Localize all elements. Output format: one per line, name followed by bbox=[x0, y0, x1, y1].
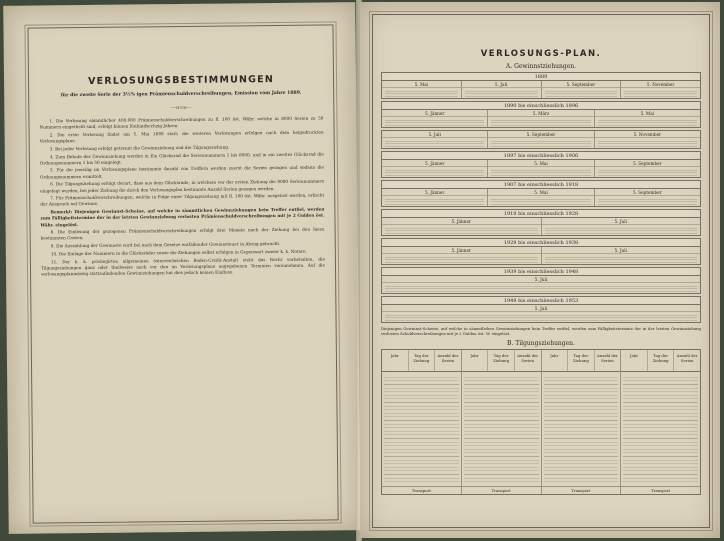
table-footer: Transport bbox=[462, 486, 541, 494]
prize-lines bbox=[545, 89, 618, 97]
draw-block bbox=[381, 180, 701, 207]
draw-date-label: 5. Mai bbox=[488, 160, 593, 167]
draw-date-label: 5. September bbox=[595, 189, 700, 196]
draw-date-cell bbox=[382, 276, 700, 293]
draw-date-label: 5. Jänner bbox=[382, 247, 541, 254]
table-footer: Transport bbox=[542, 486, 621, 494]
table-footer: Transport bbox=[621, 486, 700, 494]
rule-paragraph: 4. Zum Behufe der Gewinnziehung werden in Ein Glücksrad die Seriennummern 1 bis 8000, und in ein zweites Glücksrad die Ordnungsnummern 1 bis 50 eingelegt. bbox=[39, 151, 324, 166]
draw-block bbox=[381, 151, 701, 178]
prize-lines bbox=[491, 118, 590, 126]
table-header-cell: Tag der Ziehung bbox=[409, 350, 436, 371]
rules-text bbox=[39, 116, 325, 278]
table-header-cell: Tag der Ziehung bbox=[648, 350, 675, 371]
draw-date-cell bbox=[488, 110, 594, 127]
table-header-cell: Anzahl der Serien bbox=[676, 353, 698, 363]
rule-paragraph: 10. Die Einlage der Nummern in die Glücksräder sowie die Ziehungen selbst erfolgen in Gegenwart zweier k. k. Notare. bbox=[50, 248, 307, 257]
draw-date-cell bbox=[595, 131, 700, 148]
draw-date-cell bbox=[595, 110, 700, 127]
table-header-cell: Tag der Ziehung bbox=[568, 350, 595, 371]
draw-date-label: 5. November bbox=[595, 131, 700, 138]
section-b-heading: B. Tilgungsziehungen. bbox=[507, 340, 575, 347]
redemption-table bbox=[381, 349, 701, 495]
draw-period: 1939 bis einschliesslich 1948 bbox=[382, 268, 700, 276]
draw-block bbox=[381, 267, 701, 294]
draw-block bbox=[381, 238, 701, 265]
table-header-cell: Jahr bbox=[621, 350, 648, 371]
draw-block bbox=[381, 101, 701, 128]
draw-date-label: 5. Juli bbox=[542, 218, 701, 225]
draw-date-label: 5. Mai bbox=[595, 110, 700, 117]
draw-date-label: 5. März bbox=[488, 110, 593, 117]
table-column-group bbox=[621, 350, 700, 494]
prize-lines bbox=[598, 197, 697, 205]
draw-date-cell bbox=[621, 81, 700, 98]
draw-date-cell bbox=[382, 110, 488, 127]
draw-date-cell bbox=[595, 189, 700, 206]
prize-lines bbox=[624, 89, 697, 97]
table-rows bbox=[623, 374, 698, 484]
rule-paragraph: 11. Der k. k. privilegirten allgemeinen österreichischen Boden-Credit-Anstalt steht das Recht vorbehalten, die Tilgungsziehungen ganz oder theilweise auch vor den im Verlosungsplane angegebenen Terminen vorzunehmen. Auf die verlosungsplanmässig stattzufindenden Gewinnziehungen hat dies jedoch keinen Einfluss. bbox=[40, 256, 326, 277]
table-header-cell: Anzahl der Serien bbox=[437, 353, 459, 363]
prize-lines bbox=[491, 197, 590, 205]
table-rows bbox=[544, 374, 619, 484]
table-rows bbox=[384, 374, 459, 484]
section-a-heading: A. Gewinnstziehungen. bbox=[505, 63, 577, 70]
draw-date-label: 5. Mai bbox=[382, 81, 461, 88]
rule-paragraph: 6. Die Tilgungsziehung erfolgt derart, dass aus dem Glücksrade, in welchem vor der ersten Ziehung die 8000 Seriennummern eingelegt wurden, bei jeder Ziehung die durch den Verlosungsplan bestimmte Anzahl Serien gezogen werden. bbox=[40, 178, 325, 194]
ornament: —ɞ∞ʚ— bbox=[171, 104, 192, 112]
prize-lines bbox=[491, 139, 590, 147]
table-rows bbox=[464, 374, 539, 484]
prize-lines bbox=[598, 139, 697, 147]
draw-block bbox=[381, 130, 701, 149]
prize-lines bbox=[491, 168, 590, 176]
draw-date-cell bbox=[382, 247, 542, 264]
draw-period: 1889 bbox=[382, 73, 700, 81]
right-page-frame bbox=[372, 14, 710, 528]
prize-lines bbox=[385, 168, 484, 176]
draw-date-cell bbox=[382, 305, 700, 322]
table-header-cell: Anzahl der Serien bbox=[597, 353, 618, 363]
draw-period: 1907 bis einschliesslich 1918 bbox=[382, 181, 700, 189]
rule-paragraph: 8. Die Einlösung der gezogenen Prämienschuldverschreibungen erfolgt drei Monate nach der Ziehung bei den hiezu bestimmten Cassen. bbox=[40, 226, 325, 241]
draw-date-cell bbox=[542, 218, 701, 235]
prize-lines bbox=[598, 168, 697, 176]
rule-paragraph: 1. Die Verlosung sämmtlicher 400.000 Prämienschuldverschreibungen zu fl. 100 öst. Währ. welche in 8000 Serien zu 50 Nummern eingetheilt sind, erfolgt binnen fünfundsechzig Jahren. bbox=[39, 115, 324, 130]
draw-date-cell bbox=[542, 247, 701, 264]
draw-date-label: 5. November bbox=[621, 81, 700, 88]
table-header-cell: Jahr bbox=[462, 350, 489, 371]
draw-date-cell bbox=[488, 189, 594, 206]
rule-paragraph: 5. Für die jeweilig im Verlosungsplane bestimmte Anzahl von Treffern werden zuerst die Serien gezogen und sodann die Ordnungsnummern ermittelt. bbox=[40, 164, 324, 180]
table-footer: Transport bbox=[382, 486, 461, 494]
draw-period: 1949 bis einschliesslich 1953 bbox=[382, 297, 700, 305]
left-page bbox=[3, 2, 361, 534]
prize-lines bbox=[385, 313, 697, 321]
prize-lines bbox=[385, 255, 538, 263]
draw-date-label: 5. Juli bbox=[382, 131, 487, 138]
plan-note: Diejenigen Gewinnst-Scheine, auf welche in sämmtlichen Gewinnziehungen kein Treffer entfiel, werden zum Fälligkeitstermine der in der letzten Gewinnziehung verlosten Schuldverschreibungen mit je 2 Gulden öst. W. eingelöst. bbox=[381, 326, 701, 336]
prize-lines bbox=[545, 255, 698, 263]
draw-period: 1929 bis einschliesslich 1938 bbox=[382, 239, 700, 247]
draw-date-label: 5. Juli bbox=[382, 305, 700, 312]
draw-block bbox=[381, 209, 701, 236]
draw-date-cell bbox=[488, 160, 594, 177]
draw-date-label: 5. Juli bbox=[542, 247, 701, 254]
draw-schedule bbox=[381, 72, 701, 323]
table-header-cell: Jahr bbox=[542, 350, 569, 371]
prize-lines bbox=[385, 197, 484, 205]
draw-date-cell bbox=[382, 131, 488, 148]
draw-date-cell bbox=[542, 81, 622, 98]
draw-date-label: 5. Jänner bbox=[382, 218, 541, 225]
rule-paragraph: 3. Bei jeder Verlosung erfolgt getrennt die Gewinnziehung und die Tilgungsziehung. bbox=[49, 144, 230, 152]
draw-date-label: 5. Jänner bbox=[382, 160, 487, 167]
draw-date-label: 5. Juli bbox=[382, 276, 700, 283]
draw-block bbox=[381, 296, 701, 323]
draw-period: 1890 bis einschliesslich 1896 bbox=[382, 102, 700, 110]
page-title: VERLOSUNGSBESTIMMUNGEN bbox=[88, 74, 275, 87]
draw-date-label: 5. September bbox=[595, 160, 700, 167]
table-header-cell: Anzahl der Serien bbox=[517, 353, 539, 363]
table-header-cell: Tag der Ziehung bbox=[488, 350, 515, 371]
table-column-group bbox=[382, 350, 462, 494]
draw-date-cell bbox=[382, 218, 542, 235]
rule-paragraph: 7. Für Prämienschuldverschreibungen, welche in Folge einer Tilgungsziehung mit fl. 100 öst. Währ. ausgelost werden, erlischt der Anspruch auf Gewinne. bbox=[40, 192, 325, 207]
rule-paragraph: Bemerkt: Diejenigen Gewinnst-Scheine, auf welche in sämmtlichen Gewinnziehungen kein Treffer entfiel, werden zum Fälligkeitstermine der in der letzten Gewinnziehung verlosten Prämienschuldverschreibungen mit je 2 Gulden öst. Währ. eingelöst. bbox=[40, 206, 325, 228]
right-page bbox=[360, 2, 720, 538]
prize-lines bbox=[385, 89, 458, 97]
rule-paragraph: 9. Die Auszahlung der Gewinnste wird bei nach dem Gesetze entfallender Gewinnsteuer in Abzug gebracht. bbox=[50, 241, 281, 249]
table-column-group bbox=[462, 350, 542, 494]
draw-date-cell bbox=[382, 81, 462, 98]
draw-date-label: 5. Juli bbox=[462, 81, 541, 88]
draw-date-cell bbox=[462, 81, 542, 98]
table-header-cell: Jahr bbox=[382, 350, 409, 371]
draw-date-cell bbox=[382, 160, 488, 177]
draw-block bbox=[381, 72, 701, 99]
prize-lines bbox=[385, 284, 697, 292]
draw-date-cell bbox=[595, 160, 700, 177]
draw-date-cell bbox=[488, 131, 594, 148]
prize-lines bbox=[598, 118, 697, 126]
prize-lines bbox=[385, 118, 484, 126]
draw-date-label: 5. September bbox=[488, 131, 593, 138]
rule-paragraph: 2. Die erste Verlosung findet am 5. Mai 1889 statt; die weiteren Verlosungen erfolgen nach dem beigedruckten Verlosungsplane. bbox=[39, 129, 324, 144]
prize-lines bbox=[385, 226, 538, 234]
draw-date-cell bbox=[382, 189, 488, 206]
draw-period: 1919 bis einschliesslich 1928 bbox=[382, 210, 700, 218]
draw-date-label: 5. Mai bbox=[488, 189, 593, 196]
draw-date-label: 5. Jänner bbox=[382, 189, 487, 196]
left-page-frame bbox=[27, 24, 338, 523]
draw-period: 1897 bis einschliesslich 1906 bbox=[382, 152, 700, 160]
draw-date-label: 5. Jänner bbox=[382, 110, 487, 117]
prize-lines bbox=[465, 89, 538, 97]
prize-lines bbox=[385, 139, 484, 147]
table-column-group bbox=[542, 350, 622, 494]
page-subtitle: für die zweite Serie der 3½% igen Prämienschuldverschreibungen, Emission vom Jahre 1889. bbox=[60, 90, 302, 99]
draw-date-label: 5. September bbox=[542, 81, 621, 88]
prize-lines bbox=[545, 226, 698, 234]
plan-title: VERLOSUNGS-PLAN. bbox=[480, 49, 602, 59]
